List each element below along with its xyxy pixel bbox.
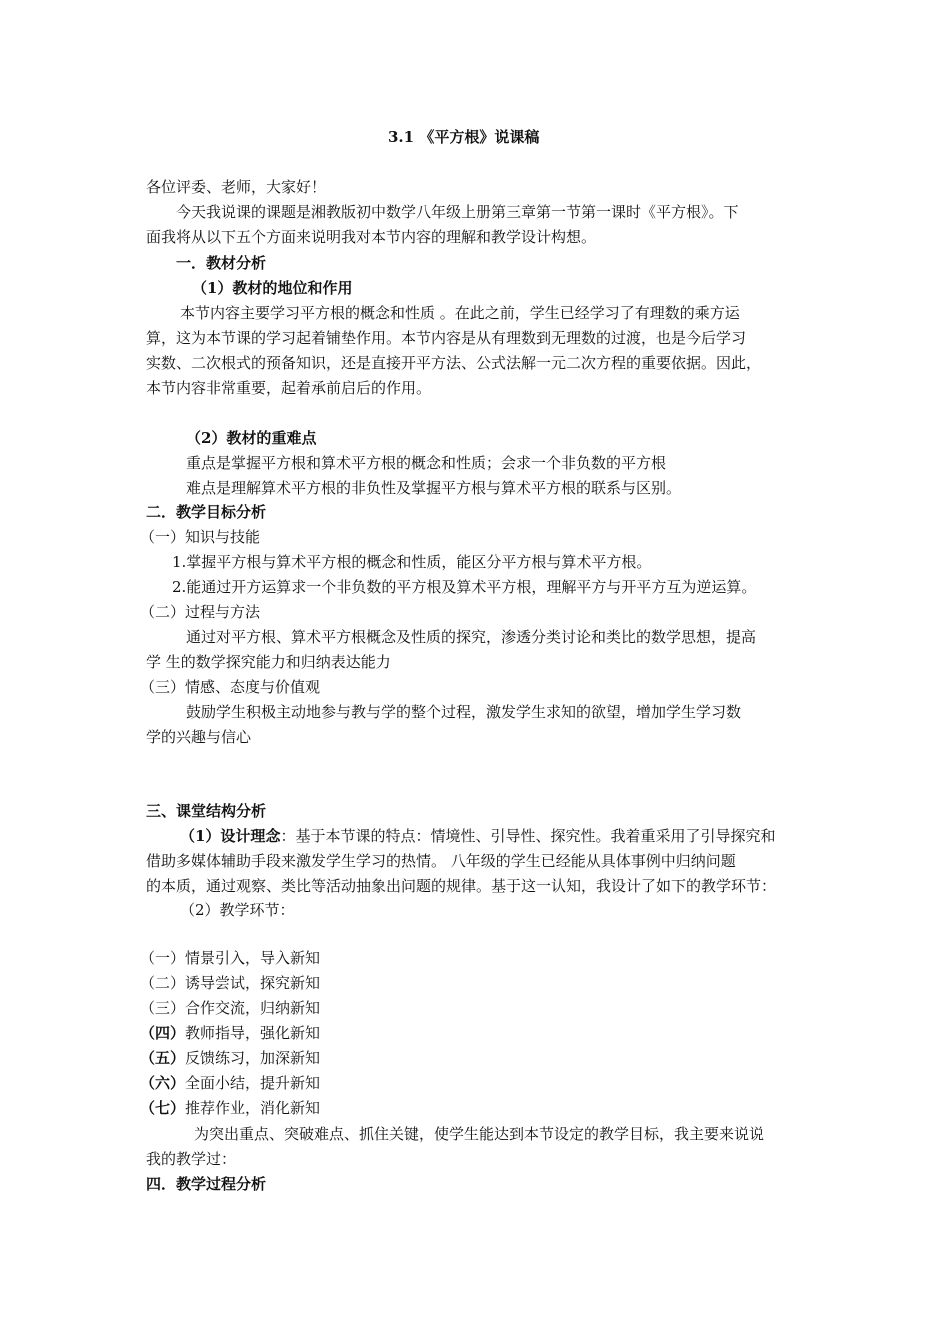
- subheading: （一）知识与技能: [140, 528, 261, 546]
- list-item: [140, 1023, 320, 1043]
- paragraph-line: 我的教学过：: [146, 1150, 237, 1168]
- page-title: 3.1 《平方根》说课稿: [388, 128, 540, 146]
- section-heading-4: 四．教学过程分析: [146, 1175, 267, 1193]
- section-heading-2: 二．教学目标分析: [146, 503, 267, 521]
- list-item: [140, 973, 320, 993]
- paragraph-line: 为突出重点、突破难点、抓住关键，使学生能达到本节设定的教学目标，我主要来说说: [194, 1125, 765, 1143]
- step-number: （六）: [140, 1074, 186, 1092]
- subheading: （2）教材的重难点: [186, 429, 317, 447]
- paragraph-line: 鼓励学生积极主动地参与教与学的整个过程，激发学生求知的欲望，增加学生学习数: [186, 703, 742, 721]
- list-item: [140, 1098, 320, 1118]
- list-item: [140, 1048, 320, 1068]
- design-concept-label: （1）设计理念: [180, 827, 281, 845]
- paragraph-line: 借助多媒体辅助手段来激发学生学习的热情。 八年级的学生已经能从具体事例中归纳问题: [146, 852, 736, 870]
- step-text: 全面小结，提升新知: [185, 1074, 321, 1092]
- label-colon: ：: [280, 827, 296, 845]
- step-number: （一）: [140, 949, 186, 967]
- section-heading-1: 一．教材分析: [176, 254, 267, 272]
- list-item: [140, 948, 320, 968]
- paragraph-line: 本节内容主要学习平方根的概念和性质 。在此之前，学生已经学习了有理数的乘方运: [180, 304, 740, 322]
- paragraph-line: 实数、二次根式的预备知识，还是直接开平方法、公式法解一元二次方程的重要依据。因此，: [146, 354, 762, 372]
- intro-line: 面我将从以下五个方面来说明我对本节内容的理解和教学设计构想。: [146, 228, 597, 246]
- intro-line: 今天我说课的课题是湘教版初中数学八年级上册第三章第一节第一课时《平方根》。下: [176, 203, 739, 221]
- step-number: （三）: [140, 999, 186, 1017]
- subheading: （1）教材的地位和作用: [192, 279, 353, 297]
- step-text: 情景引入，导入新知: [185, 949, 321, 967]
- greeting: 各位评委、老师，大家好！: [146, 178, 327, 196]
- list-item: 1.掌握平方根与算术平方根的概念和性质，能区分平方根与算术平方根。: [172, 553, 652, 571]
- list-item: [140, 998, 320, 1018]
- paragraph-line: 通过对平方根、算术平方根概念及性质的探究，渗透分类讨论和类比的数学思想，提高: [186, 628, 757, 646]
- step-number: （四）: [140, 1024, 186, 1042]
- paragraph-line: 学的兴趣与信心: [146, 728, 252, 746]
- paragraph-line: 算，这为本节课的学习起着铺垫作用。本节内容是从有理数到无理数的过渡，也是今后学习: [146, 329, 747, 347]
- paragraph-line: （2）教学环节：: [180, 901, 295, 919]
- step-number: （五）: [140, 1049, 186, 1067]
- paragraph-line: [180, 826, 775, 846]
- step-text: 推荐作业，消化新知: [185, 1099, 321, 1117]
- section-heading-3: 三、课堂结构分析: [146, 802, 267, 820]
- key-point: 重点是掌握平方根和算术平方根的概念和性质；会求一个非负数的平方根: [186, 454, 667, 472]
- step-text: 合作交流，归纳新知: [185, 999, 321, 1017]
- step-number: （七）: [140, 1099, 186, 1117]
- step-text: 诱导尝试，探究新知: [185, 974, 321, 992]
- step-text: 教师指导，强化新知: [185, 1024, 321, 1042]
- list-item: 2.能通过开方运算求一个非负数的平方根及算术平方根，理解平方与开平方互为逆运算。: [172, 578, 757, 596]
- subheading: （三）情感、态度与价值观: [140, 678, 321, 696]
- paragraph-line: 学 生的数学探究能力和归纳表达能力: [146, 653, 391, 671]
- paragraph-line: 本节内容非常重要，起着承前启后的作用。: [146, 379, 432, 397]
- paragraph-line: 的本质，通过观察、类比等活动抽象出问题的规律。基于这一认知，我设计了如下的教学环节：: [146, 877, 777, 895]
- step-number: （二）: [140, 974, 186, 992]
- design-concept-text: 基于本节课的特点：情境性、引导性、探究性。我着重采用了引导探究和: [295, 827, 776, 845]
- list-item: [140, 1073, 320, 1093]
- difficulty-point: 难点是理解算术平方根的非负性及掌握平方根与算术平方根的联系与区别。: [186, 479, 682, 497]
- step-text: 反馈练习，加深新知: [185, 1049, 321, 1067]
- subheading: （二）过程与方法: [140, 603, 261, 621]
